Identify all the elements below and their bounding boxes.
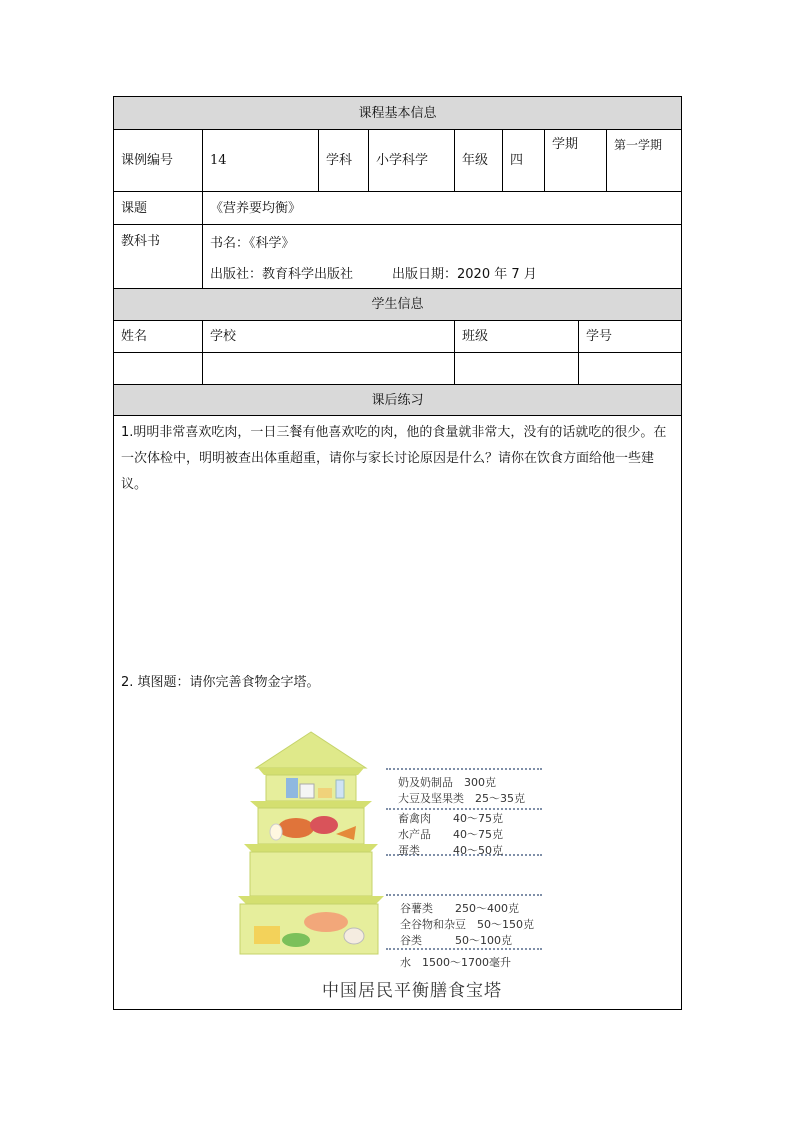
meat-icon (310, 816, 338, 834)
tier4-eave (238, 896, 384, 904)
label-meat: 畜禽肉 40～75克 (398, 812, 503, 825)
label-water: 水 1500～1700毫升 (400, 956, 511, 969)
label-soy-nuts: 大豆及坚果类 25～35克 (398, 792, 525, 805)
publish-date: 出版日期：2020 年 7 月 (392, 267, 537, 282)
question-2: 2. 填图题：请你完善食物金字塔。 (121, 675, 320, 690)
milk-carton-icon (286, 778, 298, 798)
exercise-header (114, 385, 681, 416)
term-label: 学期 (545, 130, 607, 191)
school-label: 学校 (203, 321, 455, 352)
tier3-block (250, 852, 372, 896)
bread-icon (254, 926, 280, 944)
name-label: 姓名 (114, 321, 203, 352)
milk-glass-icon (336, 780, 344, 798)
book-name: 书名：《科学》 (210, 236, 295, 251)
student-info-header (114, 289, 681, 321)
textbook-label: 教科书 (114, 225, 203, 288)
cheese-icon (318, 788, 332, 798)
guide-line-5 (386, 948, 542, 950)
label-dairy: 奶及奶制品 300克 (398, 776, 496, 789)
label-seafood: 水产品 40～75克 (398, 828, 503, 841)
student-labels-row (114, 321, 681, 353)
label-cereals: 谷类 50～100克 (400, 934, 512, 947)
guide-line-1 (386, 768, 542, 770)
label-whole-grains: 全谷物和杂豆 50～150克 (400, 918, 534, 931)
tier1-eave (258, 768, 364, 775)
subject-value: 小学科学 (369, 130, 455, 191)
food-pyramid-figure (236, 730, 546, 1000)
tier3-eave (244, 844, 378, 852)
subject-label: 学科 (319, 130, 369, 191)
student-id-label: 学号 (586, 329, 613, 344)
pyramid-title: 中国居民平衡膳食宝塔 (322, 981, 502, 1001)
chicken-icon (278, 818, 314, 838)
textbook-row (114, 225, 681, 289)
number-label: 课例编号 (114, 130, 203, 191)
textbook-details (203, 225, 681, 288)
pyramid-roof (256, 732, 366, 768)
guide-line-4 (386, 894, 542, 896)
term-value: 第一学期 (614, 138, 663, 152)
student-info-header-text: 学生信息 (371, 297, 424, 312)
topic-value: 《营养要均衡》 (210, 201, 302, 216)
school-input-cell[interactable] (203, 353, 455, 384)
course-info-header (114, 97, 681, 130)
class-label: 班级 (455, 321, 579, 352)
grain-bowl-icon (304, 912, 348, 932)
publisher: 出版社：教育科学出版社 (210, 267, 354, 282)
milk-box-icon (300, 784, 314, 798)
egg-icon (270, 824, 282, 840)
grade-value: 四 (503, 130, 545, 191)
topic-row (114, 192, 681, 225)
student-values-row (114, 353, 681, 385)
pyramid-illustration (236, 730, 386, 960)
label-grains-tubers: 谷薯类 250～400克 (400, 902, 519, 915)
label-eggs: 蛋类 40～50克 (398, 844, 503, 857)
student-id-input-cell[interactable] (579, 353, 681, 384)
course-info-header-text: 课程基本信息 (358, 106, 437, 121)
number-value: 14 (203, 130, 319, 191)
exercise-header-text: 课后练习 (371, 393, 424, 408)
question-1: 1.明明非常喜欢吃肉，一日三餐有他喜欢吃的肉，他的食量就非常大，没有的话就吃的很少。在一次体检中，明明被查出体重超重，请你与家长讨论原因是什么？请你在饮食方面给他一些建议。 (121, 425, 667, 492)
topic-label: 课题 (114, 192, 203, 224)
course-meta-row (114, 130, 681, 192)
class-input-cell[interactable] (455, 353, 579, 384)
vegetable-icon (282, 933, 310, 947)
tier2-eave (250, 801, 372, 808)
grade-label: 年级 (455, 130, 503, 191)
mushroom-icon (344, 928, 364, 944)
name-input-cell[interactable] (114, 353, 203, 384)
